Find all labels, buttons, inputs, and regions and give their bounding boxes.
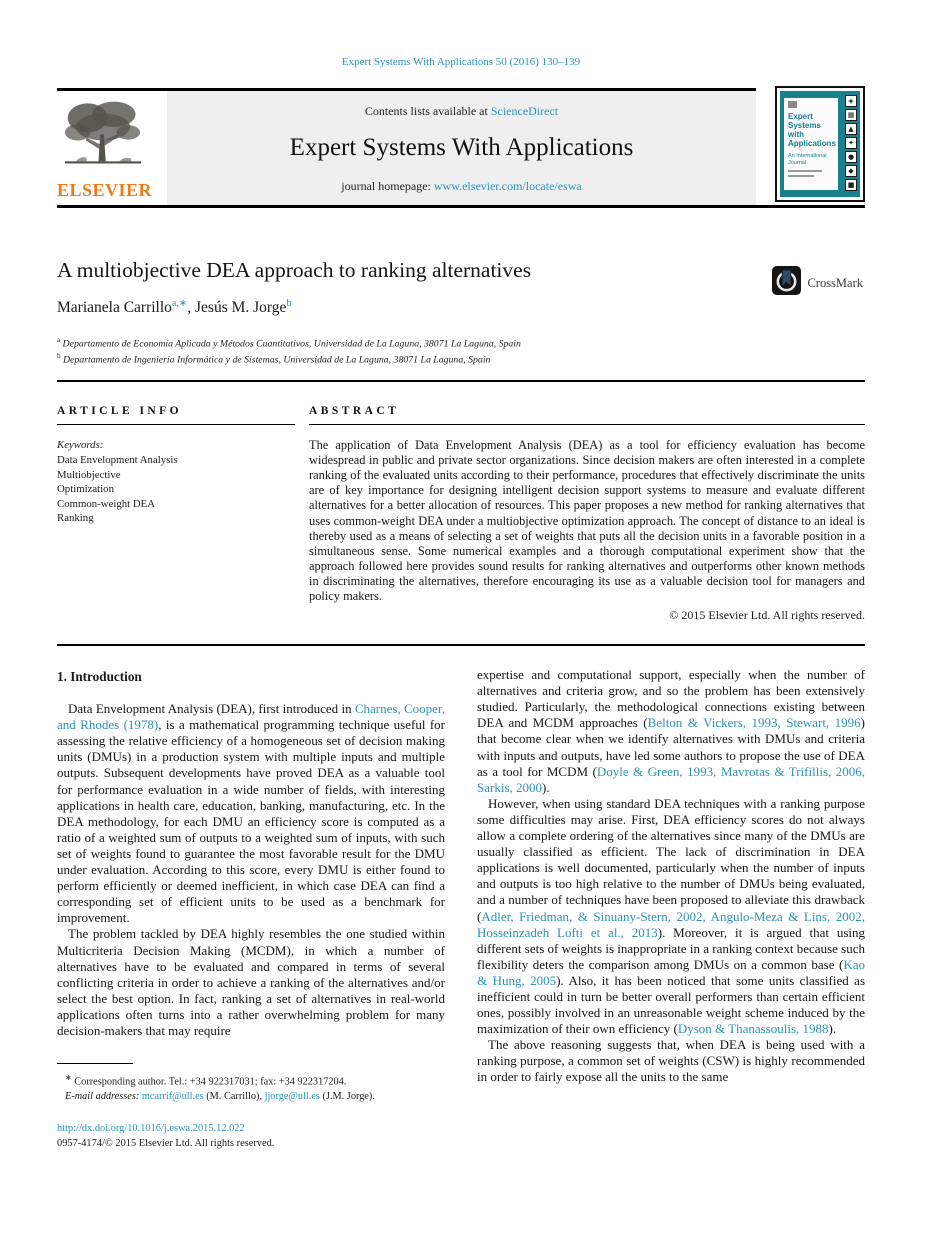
crossmark-badge[interactable] — [772, 266, 863, 300]
journal-cover-thumbnail — [775, 86, 865, 202]
cover-journal-title: Expert Systems with Applications — [788, 112, 837, 148]
footer-block — [57, 1121, 445, 1151]
cover-icon: ✦ — [845, 137, 857, 149]
cover-editor-bar — [788, 175, 814, 177]
elsevier-tree-icon — [57, 98, 149, 179]
cover-icon: ▲ — [845, 123, 857, 135]
journal-title: Expert Systems With Applications — [289, 134, 634, 161]
footnote-rule — [57, 1063, 133, 1064]
cover-icon-strip — [845, 95, 857, 191]
affiliation-b: $^b$ Departamento de Ingeniería Informática y de Sistemas, Universidad de La Laguna, 38071 La Laguna, Spain — [57, 352, 491, 366]
journal-banner — [57, 88, 865, 205]
footnote-block — [57, 1063, 445, 1104]
article-body — [57, 667, 865, 1150]
issn-copyright-line: 0957-4174/© 2015 Elsevier Ltd. All rights reserved. — [57, 1137, 275, 1149]
banner-main — [57, 88, 756, 205]
keyword-item: Ranking — [57, 512, 94, 525]
elsevier-wordmark: ELSEVIER — [57, 180, 153, 200]
keyword-item: Common-weight DEA — [57, 497, 156, 510]
article-info-heading: ARTICLE INFO — [57, 404, 183, 417]
keywords-label: Keywords: — [57, 439, 104, 452]
page-title: A multiobjective DEA approach to ranking alternatives — [57, 258, 532, 282]
keyword-item: Optimization — [57, 483, 114, 496]
running-head: Expert Systems With Applications 50 (2016) 130–139 — [341, 56, 581, 68]
intro-paragraph: Data Envelopment Analysis (DEA), first introduced in Charnes, Cooper, and Rhodes (1978), is a mathematical programming technique useful for assessing the relative efficiency of a homogeneous set of decision making units (DMUs) in a production system with multiple inputs and multiple outputs. Subsequent developments have proved DEA as a valuable tool for performance evaluation in a wide number of fields, with interesting applications in health care, education, banking, manufacturing, etc. In the DEA methodology, for each DMU an efficiency score is computed as a ratio of a weighted sum of outputs to a weighted sum of inputs, with such set of weights found to guarantee the most favorable result for the DMU under evaluation. According to this score, every DMU is either found to perform efficiently or deemed inefficient, in which case DEA can find a corresponding set of efficient units to be used as a benchmark for improvement. — [57, 701, 445, 926]
right-column — [477, 667, 865, 1150]
intro-paragraph: However, when using standard DEA techniques with a ranking purpose some difficulties may arise. First, DEA efficiency scores do not always allow a complete ordering of the alternatives since many of the DMUs are usually classified as efficient. The lack of discrimination in DEA applications is well documented, particularly when the number of inputs and outputs is too high relative to the number of DMUs being evaluated, and a number of techniques have been proposed to alleviate this drawback (Adler, Friedman, & Sinuany-Stern, 2002, Angulo-Meza & Lins, 2002, Hosseinzadeh Lofti et al., 2013). Moreover, it is argued that using different sets of weights is inappropriate in a ranking context because such flexibility deters the comparison among DMUs on a common base (Kao & Hung, 2005). Also, it has been noticed that some units classified as inefficient could in turn be better overall performers than certain efficient ones, possibly involved in an unreasonable weight scheme induced by the maximization of their own efficiency (Dyson & Thanassoulis, 1988). — [477, 795, 866, 1037]
info-abstract-section — [57, 405, 865, 623]
cover-icon: ◆ — [845, 165, 857, 177]
cover-journal-subtitle: An International Journal — [788, 153, 827, 166]
crossmark-icon — [772, 266, 801, 300]
elsevier-logo — [57, 91, 167, 205]
cover-text-panel — [784, 98, 838, 190]
cover-editor-bar — [788, 170, 822, 172]
abstract-text: The application of Data Envelopment Analysis (DEA) as a tool for efficiency evaluation has become widespread in public and private sector organizations. Since decision makers are often interested in a complete ranking of the evaluated units according to their performance, procedures that effectively discriminate the units are of key importance for designing intelligent decision support systems to measure and evaluate different alternatives for a better allocation of resources. This paper proposes a new method for ranking alternatives that uses common-weight DEA under a multiobjective optimization approach. The concept of distance to an ideal is thereby used as a means of selecting a set of weights that puts all the decision units in a favorable position in a simultaneous sense. Some numerical examples and a thorough computational experiment show that the approach followed here provides sound results for ranking alternatives and outperforms other known methods in discriminating the alternatives, therefore encouraging its use as a valuable decision tool for managers and policy makers. — [309, 438, 865, 604]
cover-icon: ● — [845, 151, 857, 163]
abstract-heading: ABSTRACT — [309, 404, 400, 417]
intro-paragraph: The problem tackled by DEA highly resembles the one studied within Multicriteria Decision Making (MCDM), in which a number of alternatives have to be evaluated and compared in terms of several conflicting criteria in order to achieve a ranking of the alternatives and/or select the best option. In fact, ranking a set of alternatives in real-world applications often turns into a rather overwhelming problem for many decision-makers that may require — [57, 926, 445, 1038]
keyword-item: Data Envelopment Analysis — [57, 454, 178, 467]
intro-paragraph: expertise and computational support, especially when the number of alternatives and criteria grow, and so the problem has been extensively studied. Particularly, the methodological connections existing between DEA and MCDM approaches (Belton & Vickers, 1993, Stewart, 1996) that become clear when we identify alternatives with DMUs and criteria with inputs and outputs, have led some authors to propose the use of DEA as a tool for MCDM (Doyle & Green, 1993, Mavrotas & Trifillis, 2006, Sarkis, 2000). — [477, 667, 865, 795]
article-info-rule — [57, 424, 295, 425]
corresponding-author-note: ∗ Corresponding author. Tel.: +34 922317031; fax: +34 922317204. — [65, 1073, 347, 1088]
section-heading-introduction: 1. Introduction — [57, 669, 142, 685]
contents-list-line[interactable]: Contents lists available at ScienceDirect — [364, 104, 559, 118]
email-addresses-note[interactable]: E-mail addresses: mcarrif@ull.es (M. Carrillo), jjorge@ull.es (J.M. Jorge). — [65, 1091, 375, 1102]
abstract-rule — [309, 424, 865, 425]
keyword-item: Multiobjective — [57, 468, 121, 481]
article-info-column — [57, 405, 295, 623]
author-line: Marianela Carrillo$^{a,∗}$, Jesús M. Jorge$^b$ — [57, 298, 292, 317]
cover-icon: ◈ — [845, 95, 857, 107]
affiliation-a: $^a$ Departamento de Economía Aplicada y Métodos Cuantitativos, Universidad de La Laguna, 38071 La Laguna, Spain — [57, 336, 521, 350]
crossmark-label: CrossMark — [807, 275, 863, 290]
cover-icon: ■ — [845, 179, 857, 191]
affiliations — [57, 334, 865, 367]
title-section — [57, 258, 865, 367]
section-rule — [57, 644, 865, 646]
banner-bottom-rule — [57, 205, 865, 208]
abstract-column — [309, 405, 865, 623]
cover-icon: ▦ — [845, 109, 857, 121]
abstract-copyright: © 2015 Elsevier Ltd. All rights reserved. — [669, 608, 865, 623]
banner-gray-box — [167, 91, 756, 205]
cover-publisher-mark — [788, 101, 797, 108]
intro-paragraph: The above reasoning suggests that, when DEA is being used with a ranking purpose, a common set of weights (CSW) is highly recommended in order to fairly expose all the units to the same — [477, 1037, 865, 1085]
left-column — [57, 667, 445, 1150]
journal-cover-art — [780, 91, 860, 197]
doi-link[interactable]: http://dx.doi.org/10.1016/j.eswa.2015.12.022 — [57, 1122, 245, 1134]
journal-homepage-link[interactable]: journal homepage: www.elsevier.com/locate/eswa — [341, 179, 582, 193]
section-rule — [57, 380, 865, 382]
